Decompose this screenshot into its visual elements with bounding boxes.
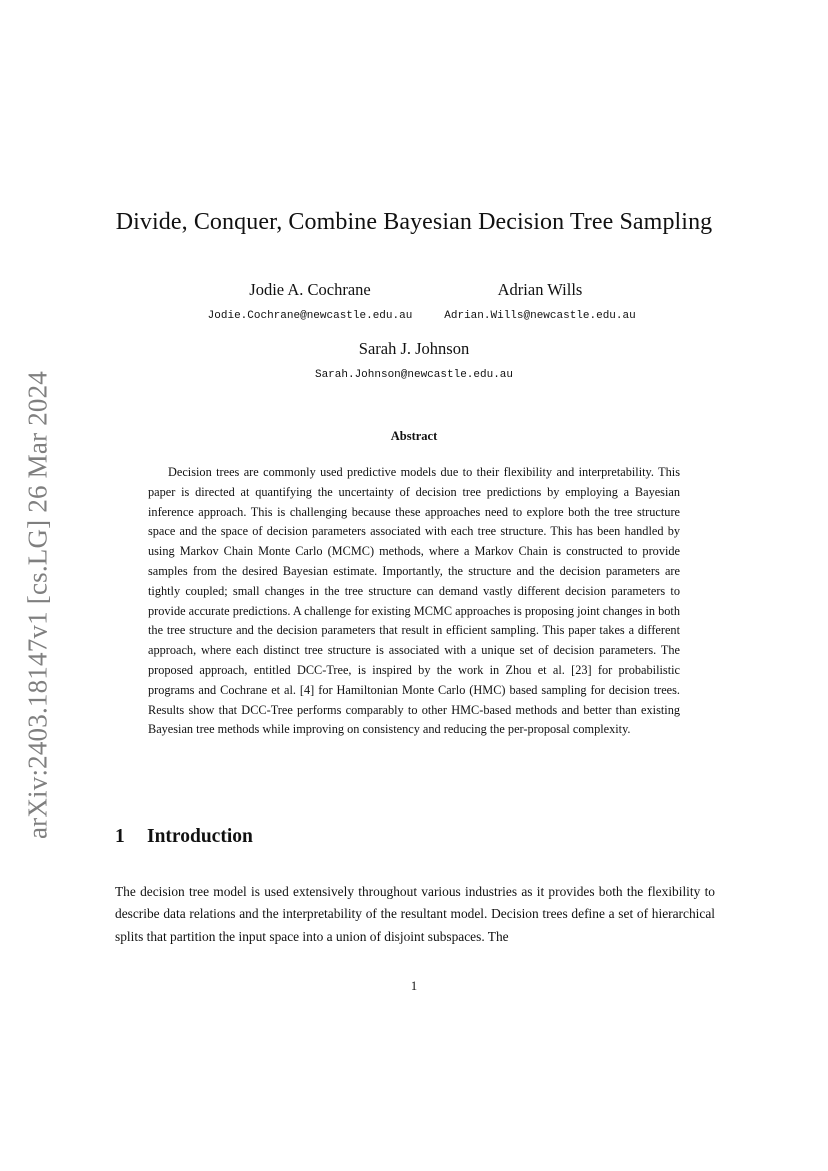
page-number: 1 bbox=[410, 979, 418, 993]
author-name: Sarah J. Johnson bbox=[358, 339, 470, 358]
author-email: Adrian.Wills@newcastle.edu.au bbox=[444, 310, 636, 322]
paper-title: Divide, Conquer, Combine Bayesian Decision Tree Sampling bbox=[115, 209, 713, 235]
author-email: Sarah.Johnson@newcastle.edu.au bbox=[314, 369, 514, 381]
section-title: Introduction bbox=[147, 826, 253, 847]
arxiv-id: arXiv:2403.18147v1 [cs.LG] 26 Mar 2024 bbox=[22, 370, 53, 840]
author-block-2 bbox=[410, 280, 670, 322]
introduction-text: The decision tree model is used extensively throughout various industries as it provides both the flexibility to describe data relations and the interpretability of the resultant model. Decision trees define a set of hierarchical splits that partition the input space into a union of disjoint subspaces. The bbox=[115, 884, 715, 944]
section-heading bbox=[115, 826, 253, 848]
author-name: Jodie A. Cochrane bbox=[249, 280, 371, 299]
section-number: 1 bbox=[115, 826, 125, 847]
author-block-1 bbox=[180, 280, 440, 322]
author-name: Adrian Wills bbox=[497, 280, 583, 299]
author-block-3 bbox=[284, 339, 544, 381]
abstract-heading: Abstract bbox=[390, 429, 438, 443]
author-email: Jodie.Cochrane@newcastle.edu.au bbox=[207, 310, 413, 322]
abstract-text: Decision trees are commonly used predictive models due to their flexibility and interpretability. This paper is directed at quantifying the uncertainty of decision tree predictions by employing a Bayesian inference approach. This is challenging because these approaches need to explore both the tree structure space and the space of decision parameters associated with each tree structure. This has been handled by using Markov Chain Monte Carlo (MCMC) methods, where a Markov Chain is constructed to provide samples from the desired Bayesian estimate. Importantly, the structure and the decision parameters are tightly coupled; small changes in the tree structure can demand vastly different decision parameters to provide accurate predictions. A challenge for existing MCMC approaches is proposing joint changes in both the tree structure and the decision parameters that result in efficient sampling. This paper takes a different approach, where each distinct tree structure is associated with a unique set of decision parameters. The proposed approach, entitled DCC-Tree, is inspired by the work in Zhou et al. [23] for probabilistic programs and Cochrane et al. [4] for Hamiltonian Monte Carlo (HMC) based sampling for decision trees. Results show that DCC-Tree performs comparably to other HMC-based methods and better than existing Bayesian tree methods while improving on consistency and reducing the per-proposal complexity. bbox=[148, 465, 680, 737]
